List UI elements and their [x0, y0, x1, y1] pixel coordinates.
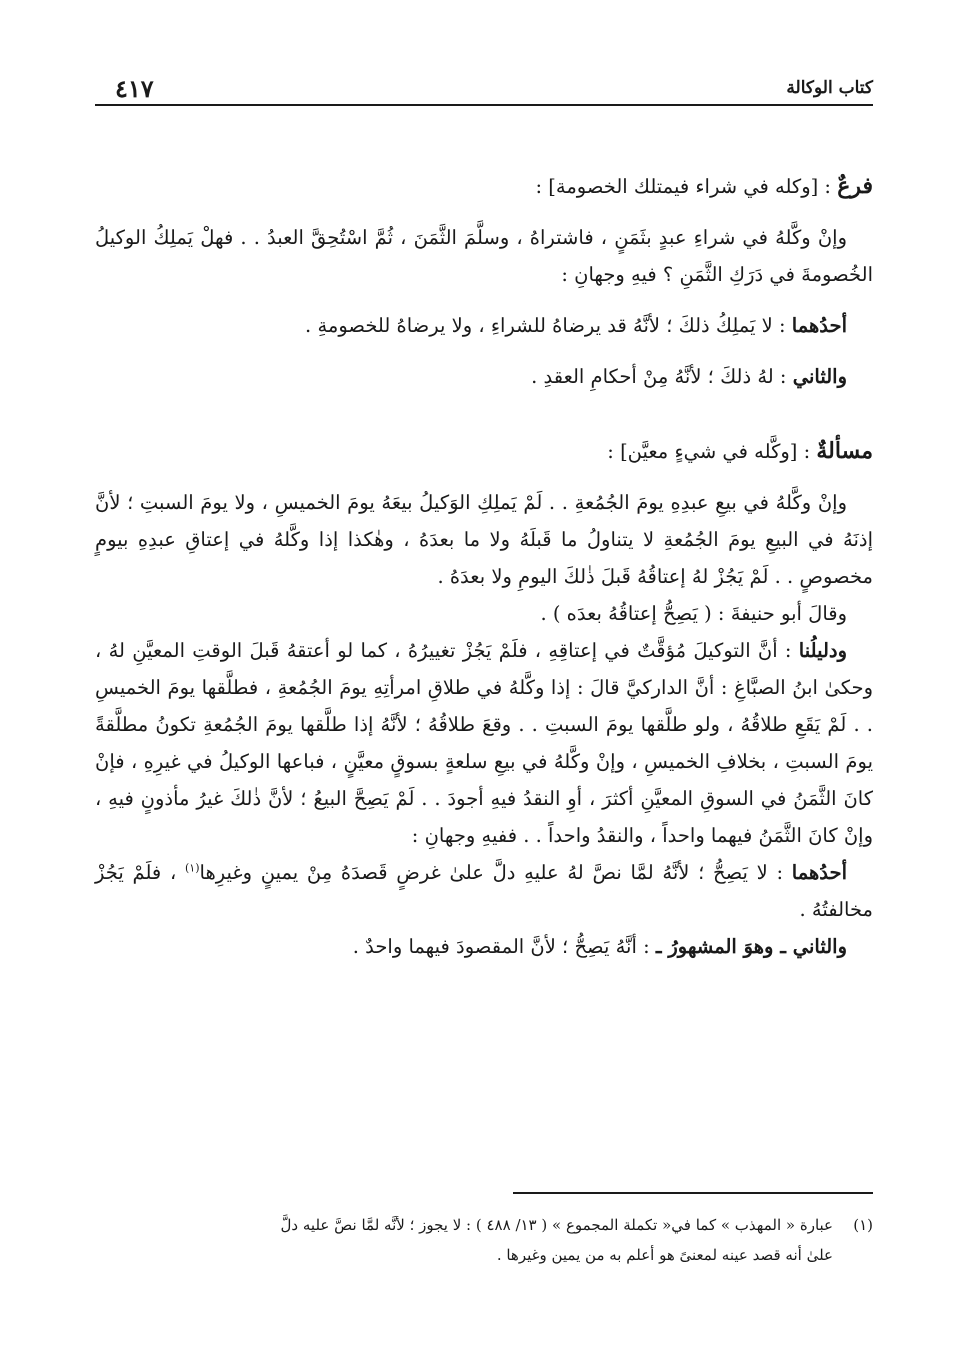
masala-evidence	[95, 632, 873, 854]
footnote-1	[95, 1210, 873, 1240]
far-opinion-1-text: : لا يَملِكُ ذلكَ ؛ لأنَّهُ قد يرضاهُ للشراءِ ، ولا يرضاهُ للخصومةِ .	[305, 314, 792, 337]
page-number: ٤١٧	[115, 74, 154, 103]
footnote-marker[interactable]: (١)	[185, 861, 200, 875]
evidence-label: ودليلُنا	[798, 639, 847, 662]
masala-opinion-2-text: : أنَّهُ يَصِحُّ ؛ لأنَّ المقصودَ فيهما واحدٌ .	[352, 935, 656, 958]
header-rule	[95, 104, 873, 106]
far-opinion-2-text: : لهُ ذلكَ ؛ لأنَّهُ مِنْ أحكامِ العقدِ .	[531, 365, 793, 388]
masala-opinion-1	[95, 854, 873, 928]
evidence-text: : أنَّ التوكيلَ مُؤقَّتٌ في إعتاقِهِ ، فلَمْ يَجُزْ تغييرُهُ ، كما لو أعتقهُ قَبلَ الوقتِ المعيَّنِ لهُ ، وحكىٰ ابنُ الصبَّاغِ : أنَّ الداركيَّ قالَ : إذا وكَّلهُ في طلاقِ امرأتِهِ يومَ الجُمُعةِ ، فطلَّقها يومَ الخميسِ . . لَمْ يَقَعِ طلاقُهُ ، ولو طلَّقها يومَ السبتِ . . وقعَ طلاقُهُ ؛ لأنَّهُ إذا طلَّقها يومَ الجُمُعةِ تكونُ مطلَّقةً يومَ السبتِ ، بخلافِ الخميسِ ، وإنْ وكَّلهُ في بيعِ سلعةٍ بسوقٍ معيَّنٍ ، فباعها الوكيلُ في غيرِهِ ، فإنْ كانَ الثَّمَنُ في السوقِ المعيَّنِ أكثرَ ، أوِ النقدُ فيهِ أجودَ . . لَمْ يَصِحَّ البيعُ ؛ لأنَّ ذٰلكَ غيرُ مأذونٍ فيهِ ، وإنْ كانَ الثَّمَنُ فيهما واحداً ، والنقدُ واحداً . . ففيهِ وجهانِ :	[95, 639, 873, 847]
section-heading-masala	[95, 433, 873, 470]
main-text	[95, 168, 873, 965]
masala-label: مسألةٌ	[816, 438, 873, 464]
far-opinion-2-label: والثاني	[792, 365, 847, 388]
masala-title: : [وكَّله في شيءٍ معيَّن] :	[607, 440, 817, 463]
page-header	[95, 74, 873, 106]
far-label: فرعٌ	[837, 173, 873, 199]
far-paragraph-1: وإنْ وكَّلهُ في شراءِ عبدٍ بثَمَنٍ ، فاشتراهُ ، وسلَّمَ الثَّمَنَ ، ثُمَّ اسْتُحِقَّ العبدُ . . فهلْ يَملِكُ الوكيلُ الخُصومةَ في دَرَكِ الثَّمَنِ ؟ فيهِ وجهانِ :	[95, 226, 873, 286]
masala-opinion-1-text: : لا يَصِحُّ ؛ لأنَّهُ لمَّا نصَّ لهُ عليهِ دلَّ علىٰ غرضٍ قَصدَهُ مِنْ يمينٍ وغيرِها	[199, 861, 792, 884]
masala-opinion-1-label: أحدُهما	[791, 861, 848, 884]
footnote-rule	[513, 1192, 873, 1194]
masala-opinion-2	[95, 928, 873, 965]
masala-paragraph-2: وقالَ أبو حنيفةَ : ( يَصِحُّ إعتاقُهُ بعدَه ) .	[540, 602, 847, 625]
masala-paragraph-1: وإنْ وكَّلهُ في بيعِ عبدِهِ يومَ الجُمُعةِ . . لَمْ يَملِكِ الوَكيلُ بيعَهُ يومَ الخميسِ ، ولا يومَ السبتِ ؛ لأنَّ إذنَهُ في البيعِ يومَ الجُمُعةِ لا يتناولُ ما قَبلَهُ ولا ما بعدَهُ ، وهٰكذا إذا وكَّلهُ في إعتاقِ عبدِهِ بيومٍ مخصوصٍ . . لَمْ يَجُزْ لهُ إعتاقُهُ قَبلَ ذٰلكَ اليومِ ولا بعدَهُ .	[95, 491, 873, 588]
footnote-1-continued: علىٰ أنه قصد عينه لمعنىً هو أعلم به من يمين وغيرها .	[496, 1246, 833, 1264]
book-page	[95, 60, 873, 1320]
section-heading-far	[95, 168, 873, 205]
far-opinion-1	[95, 307, 873, 344]
running-title: كتاب الوكالة	[786, 78, 873, 98]
far-opinion-1-label: أحدُهما	[791, 314, 847, 337]
masala-opinion-1-tail: ، فلَمْ يَجُزْ مخالفتُهُ .	[95, 861, 873, 921]
far-title: : [وكله في شراء فيمتلك الخصومة] :	[535, 175, 838, 198]
footnote-text: عبارة « المهذب » كما في« تكملة المجموع » ( ١٣/ ٤٨٨ ) : لا يجوز ؛ لأنَّه لمَّا نصَّ عليه دلَّ	[280, 1216, 833, 1234]
masala-opinion-2-label: والثاني ـ وهوَ المشهورُ ـ	[655, 935, 847, 958]
footnotes	[95, 1210, 873, 1270]
footnote-number: (١)	[853, 1216, 873, 1234]
far-opinion-2	[95, 358, 873, 395]
